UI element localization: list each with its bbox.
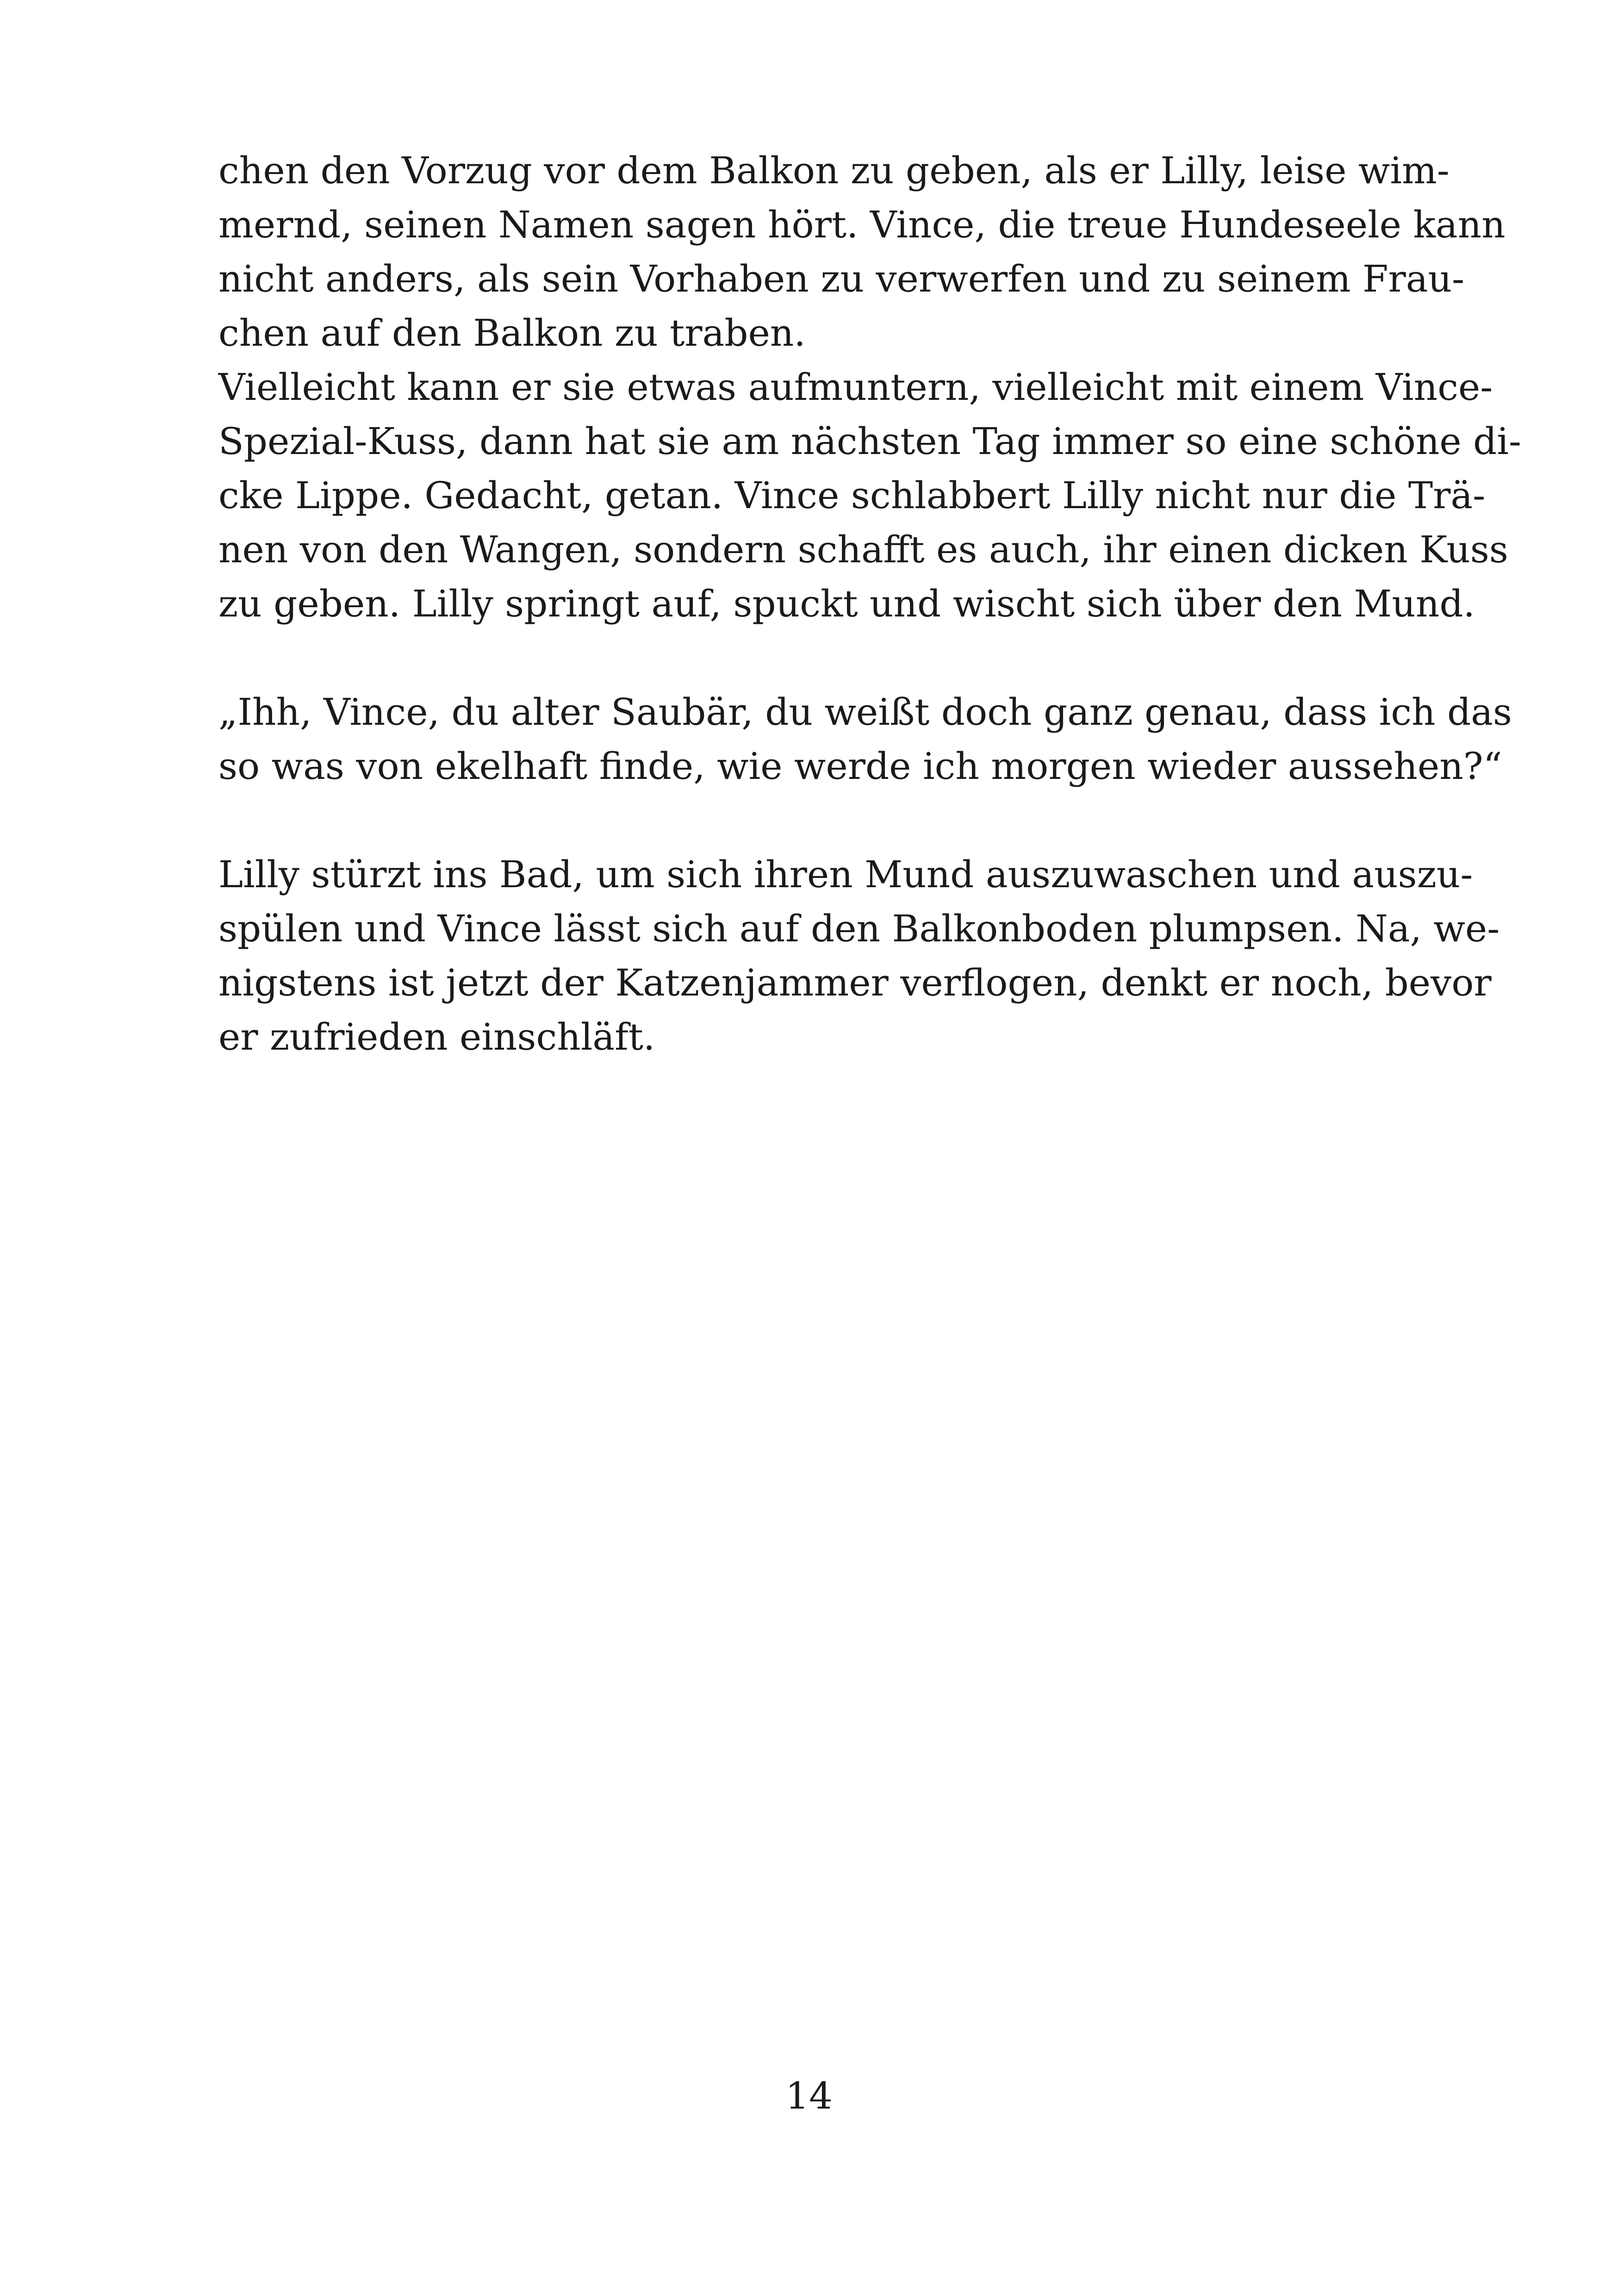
text-line: nicht anders, als sein Vorhaben zu verwerfen und zu seinem Frau- [218,257,1464,300]
text-line: mernd, seinen Namen sagen hört. Vince, die treue Hundeseele kann [218,203,1506,246]
text-line: chen auf den Balkon zu traben. [218,311,806,355]
text-line: zu geben. Lilly springt auf, spuckt und wischt sich über den Mund. [218,582,1475,625]
paragraph [218,685,1512,793]
paragraph-spacer [218,793,1408,847]
text-line: chen den Vorzug vor dem Balkon zu geben, als er Lilly, leise wim- [218,149,1450,192]
text-line: so was von ekelhaft finde, wie werde ich morgen wieder aussehen?“ [218,745,1502,788]
paragraph [218,143,1506,360]
text-line: nen von den Wangen, sondern schafft es auch, ihr einen dicken Kuss [218,528,1508,571]
paragraph-spacer [218,631,1408,685]
paragraph [218,847,1500,1064]
text-line: Spezial-Kuss, dann hat sie am nächsten Tag immer so eine schöne di- [218,420,1521,463]
text-line: er zufrieden einschläft. [218,1015,655,1058]
text-line: Vielleicht kann er sie etwas aufmuntern, vielleicht mit einem Vince- [218,366,1493,409]
body-text [218,143,1521,1064]
text-line: nigstens ist jetzt der Katzenjammer verflogen, denkt er noch, bevor [218,961,1492,1004]
text-line: cke Lippe. Gedacht, getan. Vince schlabbert Lilly nicht nur die Trä- [218,474,1486,517]
page-number: 14 [785,2074,833,2117]
text-line: „Ihh, Vince, du alter Saubär, du weißt doch ganz genau, dass ich das [218,691,1512,734]
paragraph [218,360,1521,631]
text-line: Lilly stürzt ins Bad, um sich ihren Mund auszuwaschen und auszu- [218,853,1473,896]
text-line: spülen und Vince lässt sich auf den Balkonboden plumpsen. Na, we- [218,907,1500,950]
